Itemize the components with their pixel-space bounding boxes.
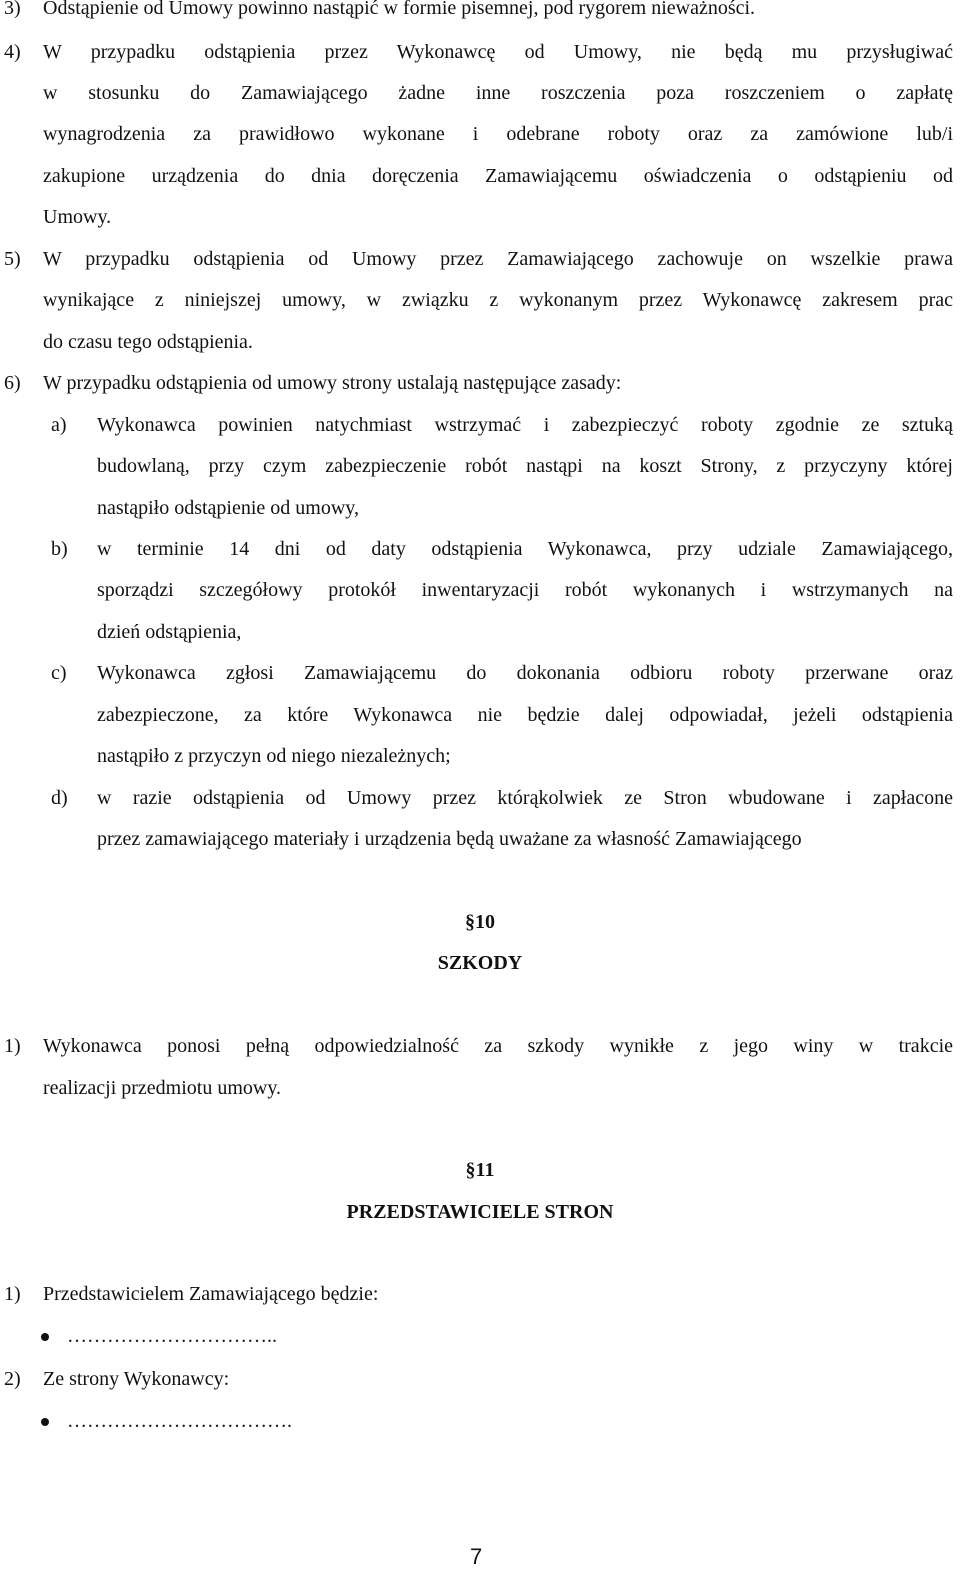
paragraph-line: nastąpiło z przyczyn od niego niezależnych; — [97, 745, 451, 767]
paragraph-line: realizacji przedmiotu umowy. — [43, 1077, 282, 1099]
section-number: §10 — [465, 911, 495, 933]
item-number: 5) — [4, 248, 21, 270]
paragraph-line: przez zamawiającego materiały i urządzenia będą uważane za własność Zamawiającego — [97, 828, 802, 850]
paragraph-line: Wykonawca zgłosi Zamawiającemu do dokonania odbioru roboty przerwane oraz — [97, 662, 953, 684]
section-title: PRZEDSTAWICIELE STRON — [346, 1201, 614, 1223]
paragraph-line: Wykonawca ponosi pełną odpowiedzialność za szkody wynikłe z jego winy w trakcie — [43, 1035, 953, 1057]
subitem-letter: b) — [51, 538, 68, 560]
subitem-letter: a) — [51, 414, 67, 436]
bullet-icon — [41, 1418, 49, 1426]
subitem-letter: c) — [51, 662, 67, 684]
section-title: SZKODY — [437, 952, 523, 974]
item-number: 2) — [4, 1368, 21, 1390]
paragraph-line: sporządzi szczegółowy protokół inwentaryzacji robót wykonanych i wstrzymanych na — [97, 579, 953, 601]
page-number: 7 — [470, 1544, 483, 1569]
paragraph-line: w stosunku do Zamawiającego żadne inne roszczenia poza roszczeniem o zapłatę — [43, 82, 953, 104]
paragraph-line: zabezpieczone, za które Wykonawca nie będzie dalej odpowiadał, jeżeli odstąpienia — [97, 704, 953, 726]
item-number: 1) — [4, 1283, 21, 1305]
paragraph-line: Odstąpienie od Umowy powinno nastąpić w formie pisemnej, pod rygorem nieważności. — [43, 0, 756, 19]
item-number: 3) — [4, 0, 21, 19]
paragraph-line: do czasu tego odstąpienia. — [43, 331, 253, 353]
paragraph-line: w razie odstąpienia od Umowy przez którąkolwiek ze Stron wbudowane i zapłacone — [97, 787, 953, 809]
paragraph-line: Przedstawicielem Zamawiającego będzie: — [43, 1283, 379, 1305]
paragraph-line: budowlaną, przy czym zabezpieczenie robót nastąpi na koszt Strony, z przyczyny której — [97, 455, 953, 477]
paragraph-line: W przypadku odstąpienia od umowy strony ustalają następujące zasady: — [43, 372, 622, 394]
paragraph-line: w terminie 14 dni od daty odstąpienia Wykonawca, przy udziale Zamawiającego, — [97, 538, 953, 560]
blank-line: ……………………………. — [67, 1410, 292, 1432]
paragraph-line: W przypadku odstąpienia przez Wykonawcę od Umowy, nie będą mu przysługiwać — [43, 41, 953, 63]
subitem-letter: d) — [51, 787, 68, 809]
item-number: 4) — [4, 41, 21, 63]
section-number: §11 — [465, 1159, 495, 1181]
paragraph-line: W przypadku odstąpienia od Umowy przez Zamawiającego zachowuje on wszelkie prawa — [43, 248, 953, 270]
paragraph-line: dzień odstąpienia, — [97, 621, 242, 643]
item-number: 6) — [4, 372, 21, 394]
paragraph-line: wynagrodzenia za prawidłowo wykonane i odebrane roboty oraz za zamówione lub/i — [43, 123, 953, 145]
blank-line: ………………………….. — [67, 1325, 277, 1347]
paragraph-line: Umowy. — [43, 206, 112, 228]
bullet-icon — [41, 1333, 49, 1341]
paragraph-line: wynikające z niniejszej umowy, w związku z wykonanym przez Wykonawcę zakresem prac — [43, 289, 953, 311]
paragraph-line: Wykonawca powinien natychmiast wstrzymać i zabezpieczyć roboty zgodnie ze sztuką — [97, 414, 953, 436]
paragraph-line: zakupione urządzenia do dnia doręczenia Zamawiającemu oświadczenia o odstąpieniu od — [43, 165, 953, 187]
paragraph-line: nastąpiło odstąpienie od umowy, — [97, 497, 359, 519]
paragraph-line: Ze strony Wykonawcy: — [43, 1368, 230, 1390]
item-number: 1) — [4, 1035, 21, 1057]
